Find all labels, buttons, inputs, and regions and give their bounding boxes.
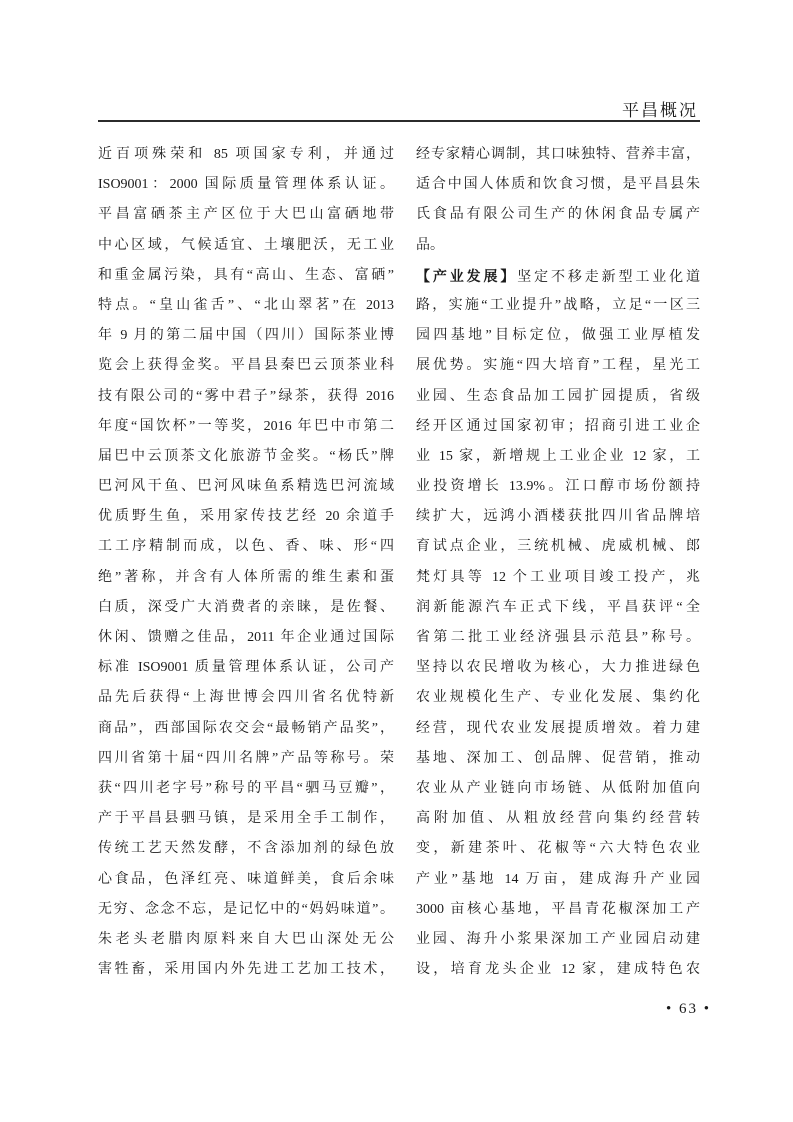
text-line: 传统工艺天然发酵，不含添加剂的绿色放 [98,841,394,857]
text-line: 路，实施“工业提升”战略，立足“一区三 [416,297,700,313]
text-line: 优质野生鱼，采用家传技艺经 20 余道手 [98,509,394,525]
text-line: 技有限公司的“雾中君子”绿茶，获得 2016 [98,388,394,404]
text-line: 品先后获得“上海世博会四川省名优特新 [98,690,394,706]
text-line: 工工序精制而成，以色、香、味、形“四 [98,539,394,555]
section-heading: 【产业发展】 [416,267,518,284]
section-heading-line [416,261,700,291]
text-line: 产于平昌县驷马镇，是采用全手工制作， [98,811,394,827]
text-line: 农业从产业链向市场链、从低附加值向 [416,780,700,796]
text-line: 获“四川老字号”称号的平昌“驷马豆瓣”， [98,780,394,796]
text-line: 年度“国饮杯”一等奖，2016 年巴中市第二 [98,418,394,434]
text-line: 产业”基地 14 万亩，建成海升产业园 [416,871,700,887]
text-line: 心食品，色泽红亮、味道鲜美，食后余味 [98,871,394,887]
text-line: 省第二批工业经济强县示范县”称号。 [416,630,700,645]
text-line: 业 15 家，新增规上工业企业 12 家，工 [416,448,700,464]
text-line: 经营，现代农业发展提质增效。着力建 [416,720,700,736]
text-line: 氏食品有限公司生产的休闲食品专属产 [416,207,700,223]
text-line: 育试点企业，三统机械、虎威机械、郎 [416,539,700,555]
text-line: 标准 ISO9001 质量管理体系认证，公司产 [98,660,394,676]
text-line: 休闲、馈赠之佳品，2011 年企业通过国际 [98,630,394,645]
text-line: 经开区通过国家初审；招商引进工业企 [416,418,700,434]
text-line: 基地、深加工、创品牌、促营销，推动 [416,750,700,766]
text-line: 农业规模化生产、专业化发展、集约化 [416,690,700,706]
text-line: 商品”，西部国际农交会“最畅销产品奖”， [98,720,394,736]
industry-development-paragraph [416,291,700,985]
text-line: 特点。“皇山雀舌”、“北山翠茗”在 2013 [98,297,394,313]
text-line: 年 9 月的第二届中国（四川）国际茶业博 [98,328,394,344]
text-line: 无穷、念念不忘，是记忆中的“妈妈味道”。 [98,901,394,917]
text-line: 变，新建茶叶、花椒等“六大特色农业 [416,841,700,857]
text-line: ISO9001：2000 国际质量管理体系认证。 [98,177,394,193]
text-line: 经专家精心调制，其口味独特、营养丰富， [416,147,700,162]
text-line: 平昌富硒茶主产区位于大巴山富硒地带 [98,207,394,223]
text-line: 园四基地”目标定位，做强工业厚植发 [416,328,700,344]
two-column-text-body [98,140,700,985]
text-line: 坚持以农民增收为核心，大力推进绿色 [416,660,700,676]
text-line: 业投资增长 13.9%。江口醇市场份额持 [416,479,700,495]
text-line: 业园、海升小浆果深加工产业园启动建 [416,931,700,947]
text-line: 朱老头老腊肉原料来自大巴山深处无公 [98,931,394,947]
header-rule [98,120,700,122]
paragraph-end-line: 品。 [416,237,444,253]
text-line: 业园、生态食品加工园扩园提质，省级 [416,388,700,404]
text-line: 害牲畜，采用国内外先进工艺加工技术， [98,962,394,978]
section-heading-line-rest: 坚定不移走新型工业化道 [517,269,700,285]
left-column [98,140,394,985]
text-line: 览会上获得金奖。平昌县秦巴云顶茶业科 [98,358,394,374]
text-line: 中心区域，气候适宜、土壤肥沃，无工业 [98,237,394,253]
text-line: 梵灯具等 12 个工业项目竣工投产，兆 [416,569,700,585]
text-line: 适合中国人体质和饮食习惯，是平昌县朱 [416,177,700,193]
text-line: 设，培育龙头企业 12 家，建成特色农 [416,962,700,978]
text-line: 续扩大，远鸿小酒楼获批四川省品牌培 [416,509,700,525]
text-line: 巴河风干鱼、巴河风味鱼系精选巴河流域 [98,479,394,495]
paragraph-continuation [416,140,700,231]
text-line: 润新能源汽车正式下线，平昌获评“全 [416,599,700,615]
text-line: 届巴中云顶茶文化旅游节金奖。“杨氏”牌 [98,448,394,464]
text-line: 高附加值、从粗放经营向集约经营转 [416,811,700,827]
text-line: 近百项殊荣和 85 项国家专利，并通过 [98,147,394,162]
page-header-title: 平昌概况 [622,101,698,120]
text-line: 和重金属污染，具有“高山、生态、富硒” [98,267,394,283]
text-line: 四川省第十届“四川名牌”产品等称号。荣 [98,750,394,766]
page-number: • 63 • [665,1001,711,1017]
text-line: 3000 亩核心基地，平昌青花椒深加工产 [416,901,700,917]
text-line: 白质，深受广大消费者的亲睐，是佐餐、 [98,599,394,615]
text-line: 展优势。实施“四大培育”工程，星光工 [416,358,700,374]
text-line: 绝”著称，并含有人体所需的维生素和蛋 [98,569,394,585]
right-column [416,140,700,985]
